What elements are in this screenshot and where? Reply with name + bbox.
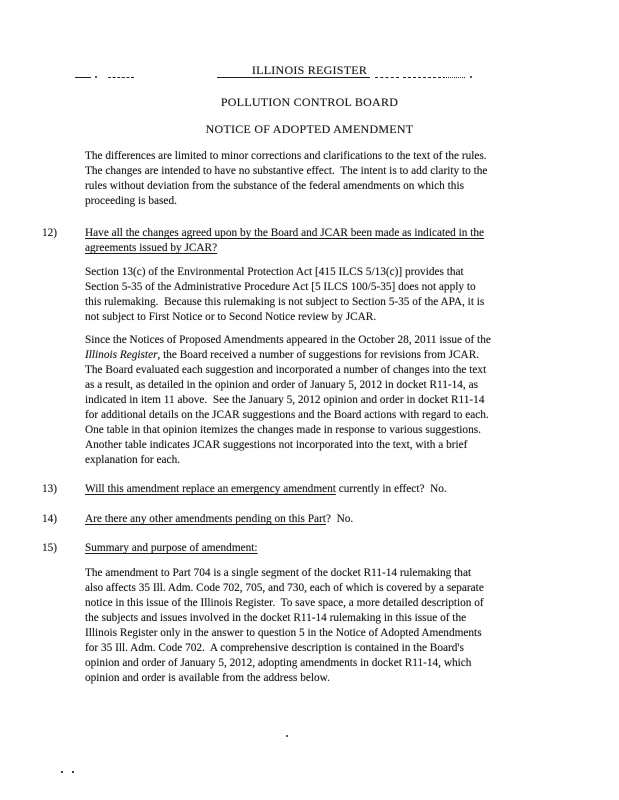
- text-line: The differences are limited to minor corrections and clarifications to the text of the rules.: [85, 150, 487, 162]
- text-line: notice in this issue of the Illinois Register. To save space, a more detailed description of: [85, 597, 484, 609]
- text-line: One table in that opinion itemizes the changes made in response to various suggestions.: [85, 424, 481, 436]
- item-number: 15): [42, 542, 58, 554]
- text-line: Another table indicates JCAR suggestions not incorporated into the text, with a brief: [85, 439, 468, 451]
- text-line: rules without deviation from the substance of the federal amendments on which this: [85, 180, 464, 192]
- page-title: ILLINOIS REGISTER: [251, 63, 368, 77]
- question-line: [85, 482, 447, 497]
- list-item-13: [42, 482, 447, 497]
- jcar-suggestions-paragraph: [85, 333, 491, 468]
- list-item-14: [42, 512, 354, 527]
- text-line: Since the Notices of Proposed Amendments appeared in the October 28, 2011 issue of the: [85, 334, 491, 346]
- scan-artifact-dot: [470, 76, 472, 78]
- text-segment: , the Board received a number of suggestions for revisions from JCAR.: [157, 349, 480, 361]
- text-line: Section 13(c) of the Environmental Protection Act [415 ILCS 5/13(c)] provides that: [85, 266, 464, 278]
- question-line: [85, 512, 353, 527]
- answer-text: ? No.: [325, 513, 354, 525]
- text-line: for additional details on the JCAR suggestions and the Board actions with regard to each.: [85, 409, 489, 421]
- text-line: The amendment to Part 704 is a single segment of the docket R11-14 rulemaking that: [85, 567, 472, 579]
- scan-artifact-dot: [61, 771, 63, 773]
- question-line: Summary and purpose of amendment:: [85, 542, 258, 554]
- scan-artifact-line: [403, 77, 441, 78]
- text-line: the subjects and issues involved in the docket R11-14 rulemaking in this issue of the: [85, 612, 467, 624]
- text-line: The Board evaluated each suggestion and incorporated a number of changes into the text: [85, 364, 487, 376]
- intro-paragraph: [85, 149, 487, 209]
- text-line: explanation for each.: [85, 454, 181, 466]
- item-number: 12): [42, 227, 58, 239]
- list-item-12: [42, 226, 485, 256]
- notice-title: NOTICE OF ADOPTED AMENDMENT: [205, 122, 414, 136]
- list-item-15: [42, 541, 258, 556]
- text-line: [85, 348, 491, 363]
- section-13c-paragraph: [85, 265, 484, 325]
- text-line: Section 5-35 of the Administrative Procedure Act [5 ILCS 100/5-35] does not apply to: [85, 281, 476, 293]
- answer-text: currently in effect? No.: [335, 483, 447, 495]
- text-line: also affects 35 Ill. Adm. Code 702, 705, and 730, each of which is covered by a separate: [85, 582, 484, 594]
- text-line: The changes are intended to have no substantive effect. The intent is to add clarity to the: [85, 165, 488, 177]
- scan-artifact-dot: [286, 735, 288, 737]
- text-line: for 35 Ill. Adm. Code 702. A comprehensive description is contained in the Board's: [85, 642, 464, 654]
- text-line: opinion and order is available from the address below.: [85, 672, 330, 684]
- illinois-register-italic: Illinois Register: [85, 349, 158, 361]
- scan-artifact-dot: [72, 771, 74, 773]
- text-line: opinion and order of January 5, 2012, adopting amendments in docket R11-14, which: [85, 657, 472, 669]
- board-title: POLLUTION CONTROL BOARD: [220, 95, 399, 109]
- text-line: as a result, as detailed in the opinion and order of January 5, 2012 in docket R11-14, as: [85, 379, 478, 391]
- scan-artifact-line: [443, 77, 465, 78]
- question-text: Will this amendment replace an emergency amendment: [85, 483, 336, 495]
- question-line: Have all the changes agreed upon by the Board and JCAR been made as indicated in the: [85, 227, 485, 239]
- text-line: this rulemaking. Because this rulemaking is not subject to Section 5-35 of the APA, it is: [85, 296, 485, 308]
- scan-artifact-line: [375, 77, 399, 78]
- text-line: not subject to First Notice or to Second Notice review by JCAR.: [85, 311, 377, 323]
- summary-paragraph: [85, 566, 484, 686]
- question-line: agreements issued by JCAR?: [85, 242, 218, 254]
- question-text: Are there any other amendments pending on this Part: [85, 513, 326, 525]
- item-number: 13): [42, 483, 58, 495]
- item-number: 14): [42, 513, 58, 525]
- text-line: indicated in item 11 above. See the January 5, 2012 opinion and order in docket R11-14: [85, 394, 485, 406]
- text-line: Illinois Register only in the answer to question 5 in the Notice of Adopted Amendments: [85, 627, 482, 639]
- text-line: proceeding is based.: [85, 195, 177, 207]
- title-underline: [217, 77, 370, 78]
